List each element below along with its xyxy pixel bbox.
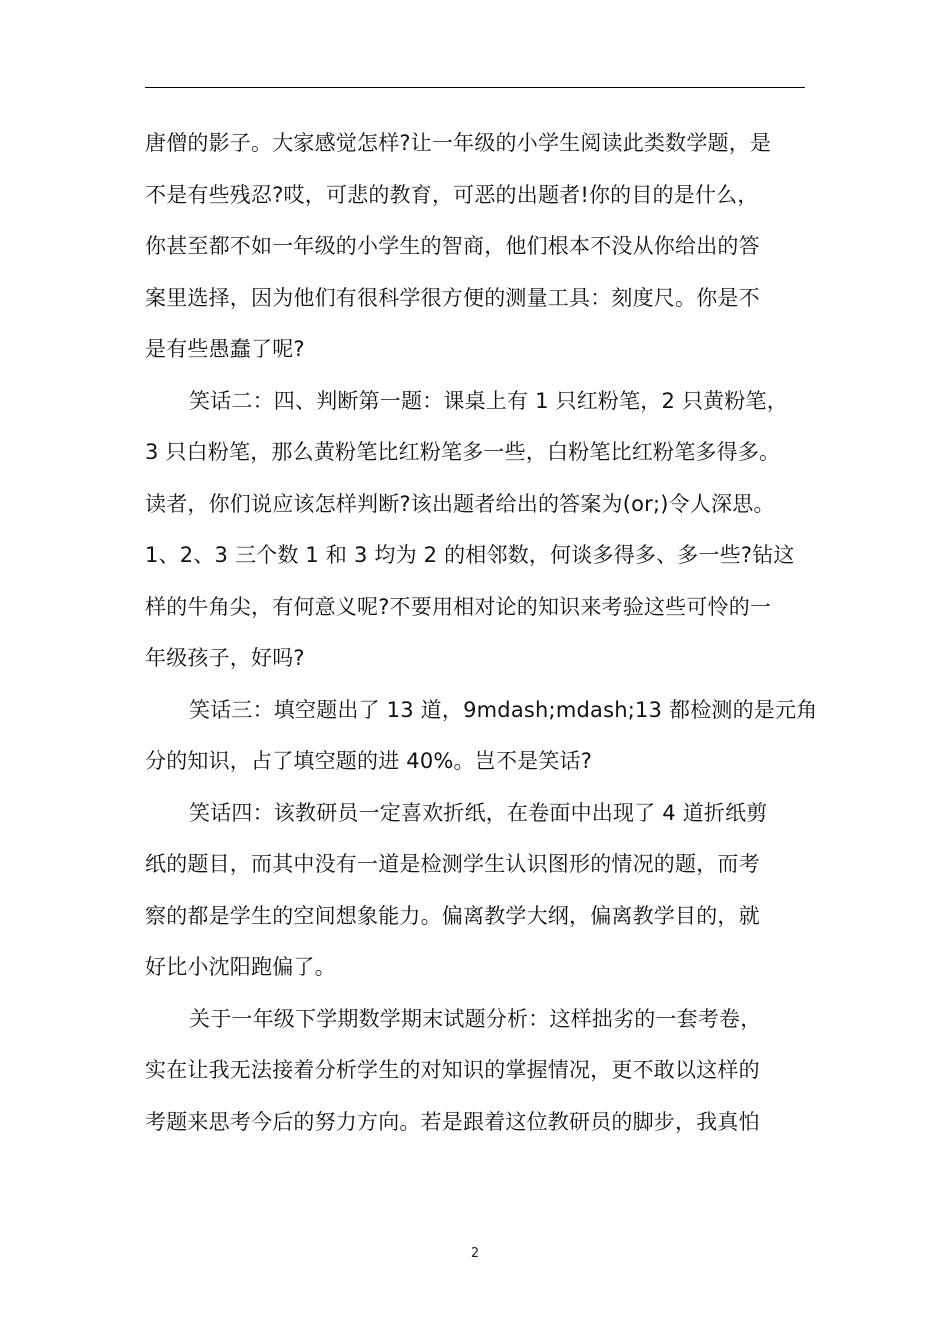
text-line: 实在让我无法接着分析学生的对知识的掌握情况，更不敢以这样的 <box>145 1058 760 1082</box>
text-line: 3 只白粉笔，那么黄粉笔比红粉笔多一些，白粉笔比红粉笔多得多。 <box>145 440 781 464</box>
text-line: 1、2、3 三个数 1 和 3 均为 2 的相邻数，何谈多得多、多一些?钻这 <box>145 543 795 567</box>
text-line: 案里选择，因为他们有很科学很方便的测量工具：刻度尺。你是不 <box>145 285 760 310</box>
paragraph-5 <box>145 994 810 1149</box>
text-line: 唐僧的影子。大家感觉怎样?让一年级的小学生阅读此类数学题，是 <box>145 131 772 155</box>
paragraph-3 <box>145 685 818 788</box>
text-line: 好比小沈阳跑偏了。 <box>145 955 336 979</box>
paragraph-2 <box>145 376 810 685</box>
page-number: 2 <box>470 1246 480 1261</box>
paragraph-4 <box>145 788 810 994</box>
text-line: 关于一年级下学期数学期末试题分析：这样拙劣的一套考卷， <box>189 1006 762 1031</box>
text-line: 不是有些残忍?哎，可悲的教育，可恶的出题者!你的目的是什么， <box>145 182 759 207</box>
text-line: 纸的题目，而其中没有一道是检测学生认识图形的情况的题，而考 <box>145 852 760 876</box>
text-line: 考题来思考今后的努力方向。若是跟着这位教研员的脚步，我真怕 <box>145 1109 760 1134</box>
text-line: 年级孩子，好吗? <box>145 646 305 670</box>
text-line: 是有些愚蠢了呢? <box>145 337 305 361</box>
text-line: 笑话四：该教研员一定喜欢折纸，在卷面中出现了 4 道折纸剪 <box>189 800 768 825</box>
document-body <box>145 118 818 1148</box>
text-line: 读者，你们说应该怎样判断?该出题者给出的答案为(or;)令人深思。 <box>145 491 775 516</box>
header-rule <box>145 87 805 88</box>
text-line: 你甚至都不如一年级的小学生的智商，他们根本不没从你给出的答 <box>145 234 760 258</box>
paragraph-1 <box>145 118 810 376</box>
text-line: 样的牛角尖，有何意义呢?不要用相对论的知识来考验这些可怜的一 <box>145 594 772 619</box>
text-line: 笑话二：四、判断第一题：课桌上有 1 只红粉笔，2 只黄粉笔， <box>189 388 788 413</box>
text-line: 分的知识，占了填空题的进 40%。岂不是笑话? <box>145 749 593 773</box>
text-line: 察的都是学生的空间想象能力。偏离教学大纲，偏离教学目的，就 <box>145 903 760 928</box>
text-line: 笑话三：填空题出了 13 道，9mdash;mdash;13 都检测的是元角 <box>189 697 818 722</box>
